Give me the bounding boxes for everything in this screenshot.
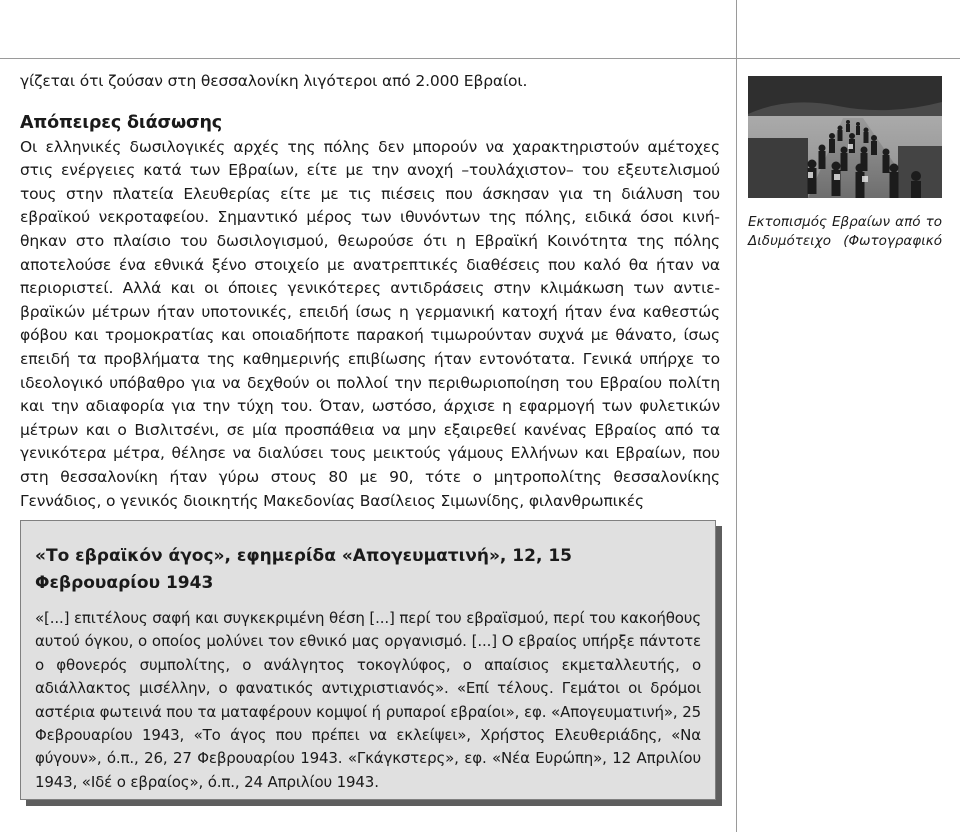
quote-box-text: «[...] επιτέλους σαφή και συγκεκριμένη θέση [...] περί του εβραϊσμού, περί του κακοήθους αυτού όγκου, ο οποίος μολύνει τον εθνικό μας οργανισμό. [...] Ο εβραίος υπήρξε πάντοτε ο φθονερός συμπολίτης, ο ανάλγητος τοκογλύφος, ο απαίσιος εκμεταλλευτής, ο αδιάλλακτος μισέλλην, ο φανατικός αντιχριστιανός». «Επί τέλους. Γεμάτοι οι δρόμοι αστέρια φωτεινά που τα ματαφέρουν κομψοί ή ρυπαροί εβραίοι», εφ. «Απογευματινή», 25 Φεβρουαρίου 1943, «Το άγος που πρέπει να εκλείψει», Χρήστος Ελευθεριάδης, «Να φύγουν», ό.π., 26, 27 Φεβρουαρίου 1943. «Γκάγκστερς», εφ. «Νέα Ευρώπη», 12 Απριλίου 1943, «Ιδέ ο εβραίος», ό.π., 24 Απριλίου 1943. [35,609,701,791]
header-divider-horizontal [0,58,960,59]
main-text-column [20,70,720,513]
quote-box-title: «Το εβραϊκόν άγος», εφημερίδα «Απογευματινή», 12, 15 Φεβρουαρίου 1943 [35,546,572,593]
quote-box [20,520,716,800]
photo-caption: Εκτοπισμός Εβραίων από το Διδυμότειχο (Φωτογραφικό [748,214,942,249]
intro-line: γίζεται ότι ζούσαν στη θεσσαλονίκη λιγότεροι από 2.000 Εβραίοι. [20,72,528,90]
section-heading: Απόπειρες διάσωσης [20,112,223,133]
photo-image [748,76,942,198]
deportation-photo [748,76,942,198]
column-divider-vertical [736,0,737,832]
body-paragraph: Οι ελληνικές δωσιλογικές αρχές της πόλης δεν μπορούν να χαρακτηριστούν αμέτοχες στις ενέργειες κατά των Εβραίων, είτε με την ανοχή –τουλάχιστον– του εξευτελισμού τους στην πλατεία Ελευθερίας είτε με τις πιέσεις που άσκησαν για τη διάλυση του εβραϊκού νεκροταφείου. Σημαντικό μέρος των ιθυνόντων της πόλης, ειδικά όσοι κινήθηκαν στο πλαίσιο του δωσιλογισμού, θεωρούσε ότι η Εβραϊκή Κοινότητα της πόλης αποτελούσε ένα εθνικά ξένο στοιχείο με ανατρεπτικές διαθέσεις που καλό θα ήταν να περιοριστεί. Αλλά και οι όποιες γενικότερες αντιδράσεις στην κλιμάκωση των αντιεβραϊκών μέτρων ήταν υποτονικές, επειδή ίσως η γερμανική κατοχή ήταν ένα καθεστώς φόβου και τρομοκρατίας και οποιαδήποτε παρακοή τιμωρούνταν συχνά με θάνατο, ίσως επειδή τα προβλήματα της καθημερινής επιβίωσης ήταν εντονότατα. Γενικά υπήρχε το ιδεολογικό υπόβαθρο για να δεχθούν οι πολλοί την περιθωριοποίηση του Εβραίου πολίτη και την αδιαφορία για την τύχη του. Όταν, ωστόσο, άρχισε η εφαρμογή των φυλετικών μέτρων και ο Βισλιτσένι, σε μία προσπάθεια να μην εξαιρεθεί κανένας Εβραίος από τα γενικότερα μέτρα, θέλησε να διαλύσει τους μεικτούς γάμους Ελλήνων και Εβραίων, που στη θεσσαλονίκη ήταν γύρω στους 80 με 90, τότε ο μητροπολίτης θεσσαλονίκης Γεννάδιος, ο γενικός διοικητής Μακεδονίας Βασίλειος Σιμωνίδης, φιλανθρωπικές [20,137,720,510]
